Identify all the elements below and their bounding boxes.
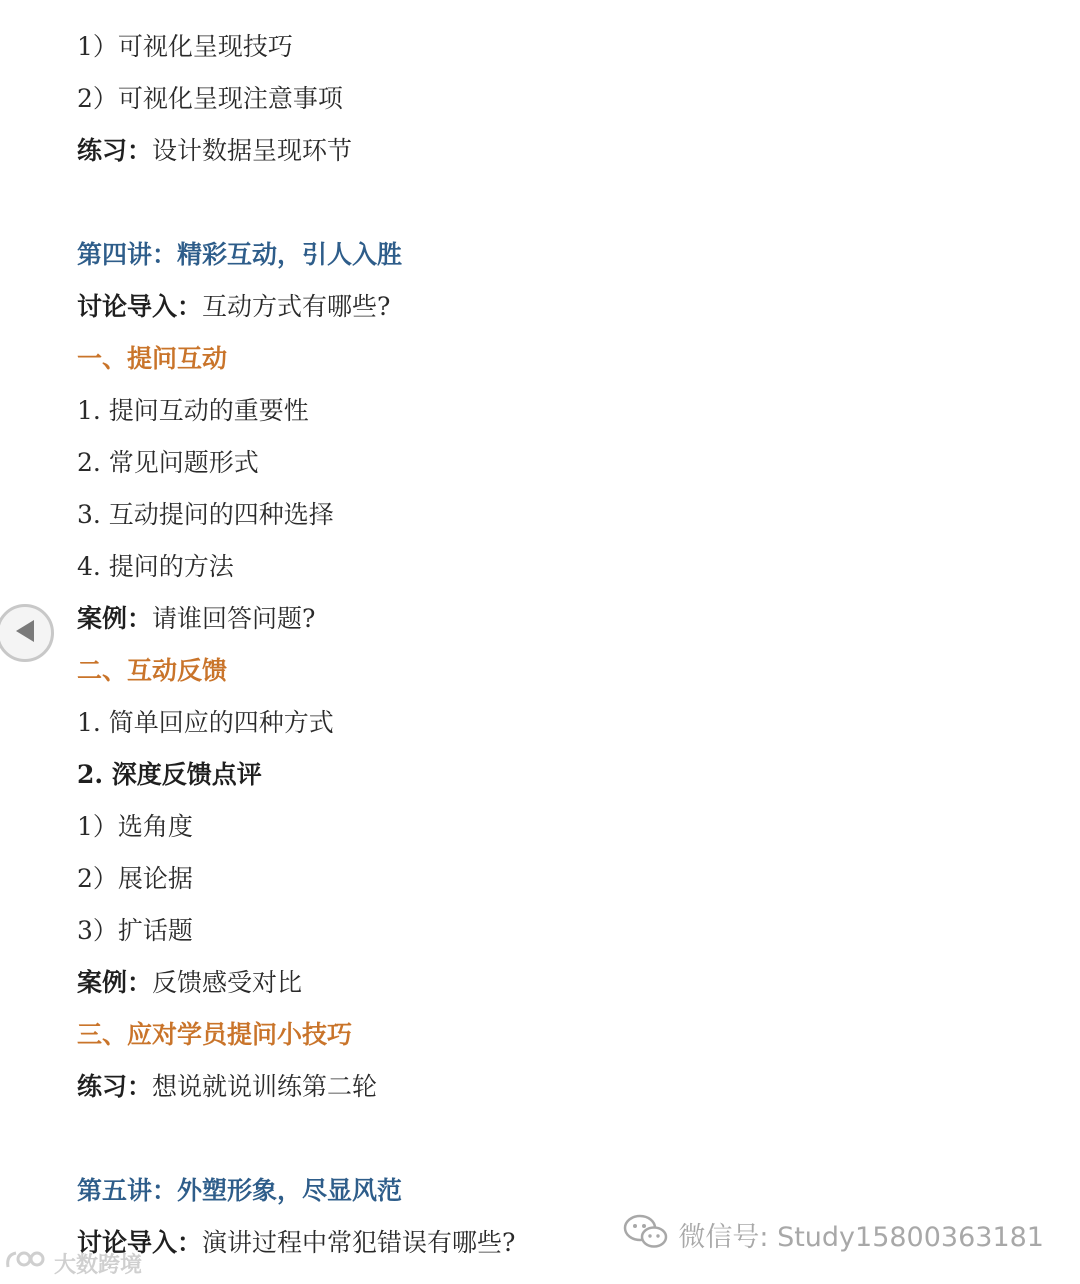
blank-spacer: [77, 182, 1037, 234]
list-item: 2. 深度反馈点评: [77, 760, 262, 789]
document-body: [77, 26, 1037, 1274]
lecture-heading: 第五讲：外塑形象，尽显风范: [77, 1176, 403, 1205]
list-item: 1. 提问互动的重要性: [77, 396, 309, 425]
labeled-line: [77, 1066, 1037, 1118]
line-text: 反馈感受对比: [152, 968, 303, 997]
line-text: 想说就说训练第二轮: [152, 1072, 378, 1101]
wechat-icon: [622, 1212, 670, 1257]
blank-spacer: [77, 1118, 1037, 1170]
labeled-line: [77, 962, 1037, 1014]
list-item: 4. 提问的方法: [77, 552, 234, 581]
list-item: 2）可视化呈现注意事项: [77, 84, 343, 113]
wechat-id-text: 微信号: Study15800363181: [678, 1221, 1044, 1253]
line-text: 请谁回答问题?: [152, 604, 316, 633]
list-item: 3）扩话题: [77, 916, 193, 945]
line-text: 设计数据呈现环节: [152, 136, 353, 165]
list-item: 2. 常见问题形式: [77, 448, 259, 477]
lecture-heading: 第四讲：精彩互动，引人入胜: [77, 240, 403, 269]
line-label: 讨论导入：: [77, 1228, 203, 1257]
list-item: 1. 简单回应的四种方式: [77, 708, 334, 737]
section-heading: 三、应对学员提问小技巧: [77, 1020, 353, 1049]
section-heading: 二、互动反馈: [77, 656, 228, 685]
line-label: 案例：: [77, 968, 153, 997]
list-item: 2）展论据: [77, 864, 193, 893]
line-label: 讨论导入：: [77, 292, 203, 321]
line-text: 互动方式有哪些?: [202, 292, 391, 321]
section-heading: 一、提问互动: [77, 344, 228, 373]
line-text: 演讲过程中常犯错误有哪些?: [202, 1228, 516, 1257]
list-item: 1）可视化呈现技巧: [77, 32, 293, 61]
line-label: 案例：: [77, 604, 153, 633]
back-button[interactable]: [0, 604, 54, 662]
labeled-line: [77, 598, 1037, 650]
brand-logo-icon: [4, 1247, 48, 1279]
labeled-line: [77, 286, 1037, 338]
list-item: 3. 互动提问的四种选择: [77, 500, 334, 529]
list-item: 1）选角度: [77, 812, 193, 841]
left-arrow-icon: [12, 616, 38, 650]
line-label: 练习：: [77, 1072, 153, 1101]
brand-logo-text: 大数跨境: [54, 1252, 143, 1278]
brand-watermark: [4, 1246, 142, 1280]
line-label: 练习：: [77, 136, 153, 165]
wechat-watermark: [622, 1214, 1044, 1254]
labeled-line: [77, 130, 1037, 182]
